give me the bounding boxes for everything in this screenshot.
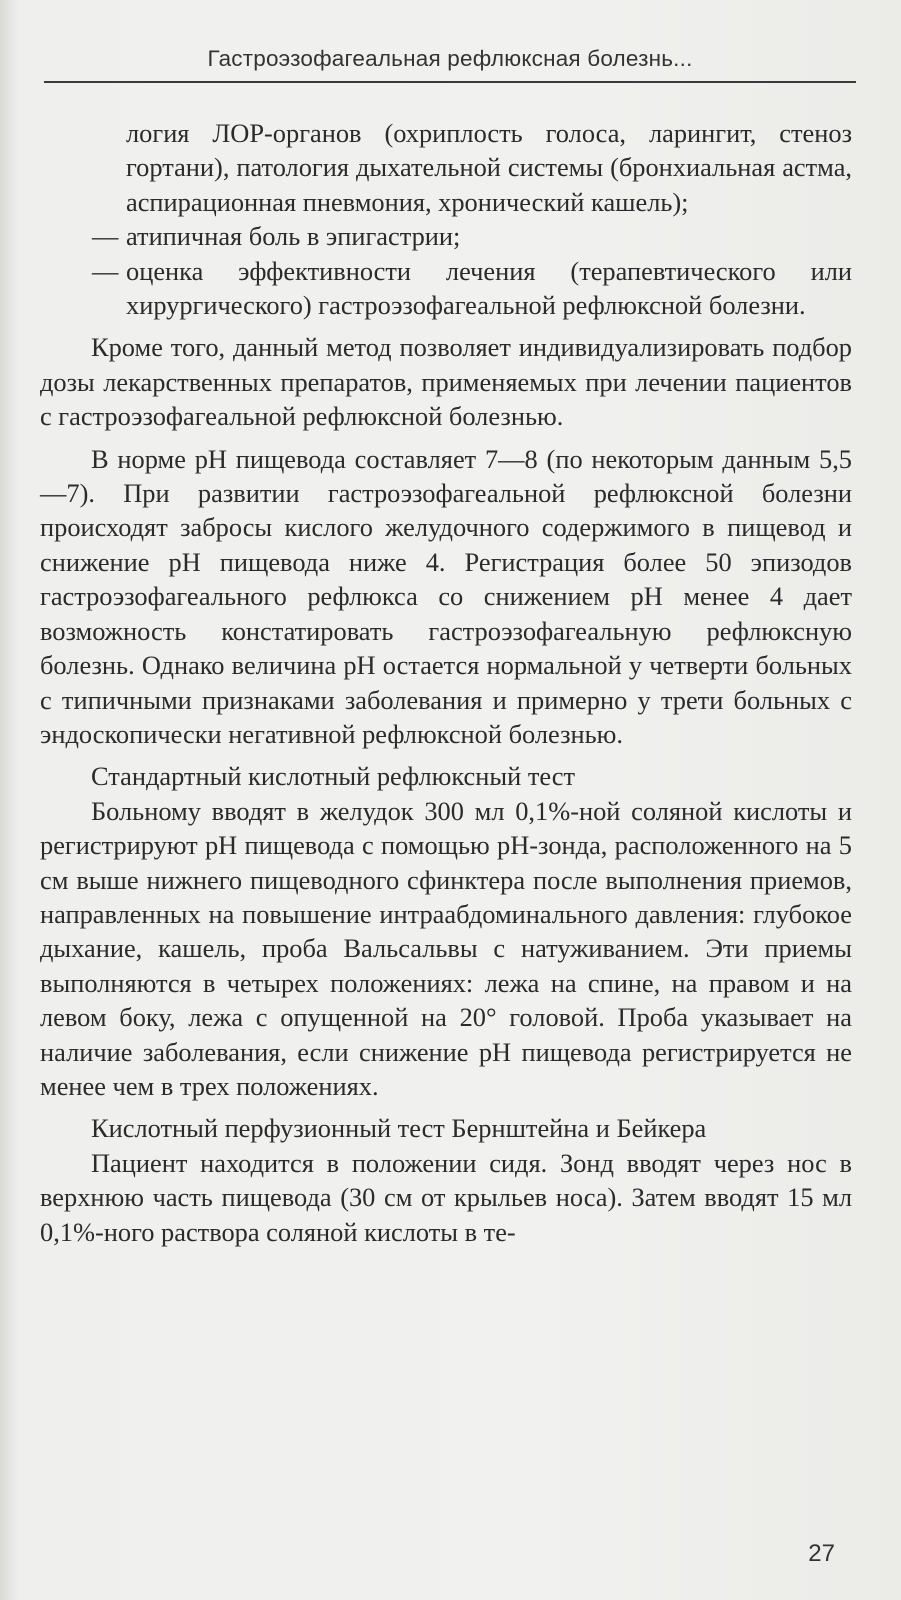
list-item bbox=[40, 219, 852, 253]
paragraph-ph-norm: В норме pH пищевода составляет 7—8 (по некоторым данным 5,5—7). При развитии гастроэзофагеальной рефлюксной болезни происходят забросы кислого желудочного содержимого в пищевод и снижение pH пищевода ниже 4. Регистрация более 50 эпизодов гастроэзофагеального рефлюкса со снижением pH менее 4 дает возможность констатировать гастроэзофагеальную рефлюксную болезнь. Однако величина pH остается нормальной у четверти больных с типичными признаками заболевания и примерно у трети больных с эндоскопически негативной рефлюксной болезнью. bbox=[40, 443, 852, 749]
running-head-title: Гастроэзофагеальная рефлюксная болезнь... bbox=[207, 46, 693, 71]
list-dash: — bbox=[92, 255, 119, 286]
paragraph-acid-reflux-test: Больному вводят в желудок 300 мл 0,1%-ной соляной кислоты и регистрируют pH пищевода с помощью pH-зонда, расположенного на 5 см выше нижнего пищеводного сфинктера после выполнения приемов, направленных на повышение интраабдоминального давления: глубокое дыхание, кашель, проба Вальсальвы с натуживанием. Эти приемы выполняются в четырех положениях: лежа на спине, на правом и на левом боку, лежа с опущенной на 20° головой. Проба указывает на наличие заболевания, если снижение pH пищевода регистрируется не менее чем в трех положениях. bbox=[40, 795, 852, 1101]
body-text bbox=[40, 116, 852, 1249]
list-item-text: оценка эффективности лечения (терапевтического или хирургического) гастроэзофагеальной рефлюксной болезни. bbox=[126, 255, 852, 321]
header-rule bbox=[44, 81, 856, 83]
section-heading-bernstein-baker-test: Кислотный перфузионный тест Бернштейна и Бейкера bbox=[91, 1113, 707, 1144]
paragraph-dose-individualization: Кроме того, данный метод позволяет индивидуализировать подбор дозы лекарственных препаратов, применяемых при лечении пациентов с гастроэзофагеальной рефлюксной болезнью. bbox=[40, 332, 852, 432]
list-item bbox=[40, 254, 852, 323]
page-number: 27 bbox=[808, 1540, 835, 1567]
list-item-text: атипичная боль в эпигастрии; bbox=[126, 221, 461, 252]
continued-list-item: логия ЛОР-органов (охриплость голоса, ларингит, стеноз гортани), патология дыхательной системы (бронхиальная астма, аспирационная пневмония, хронический кашель); bbox=[126, 118, 852, 217]
paragraph-bernstein-baker-test: Пациент находится в положении сидя. Зонд вводят через нос в верхнюю часть пищевода (30 см от крыльев носа). Затем вводят 15 мл 0,1%-ного раствора соляной кислоты в те- bbox=[40, 1147, 852, 1247]
section-heading-acid-reflux-test: Стандартный кислотный рефлюксный тест bbox=[91, 761, 575, 792]
list-dash: — bbox=[92, 221, 119, 252]
